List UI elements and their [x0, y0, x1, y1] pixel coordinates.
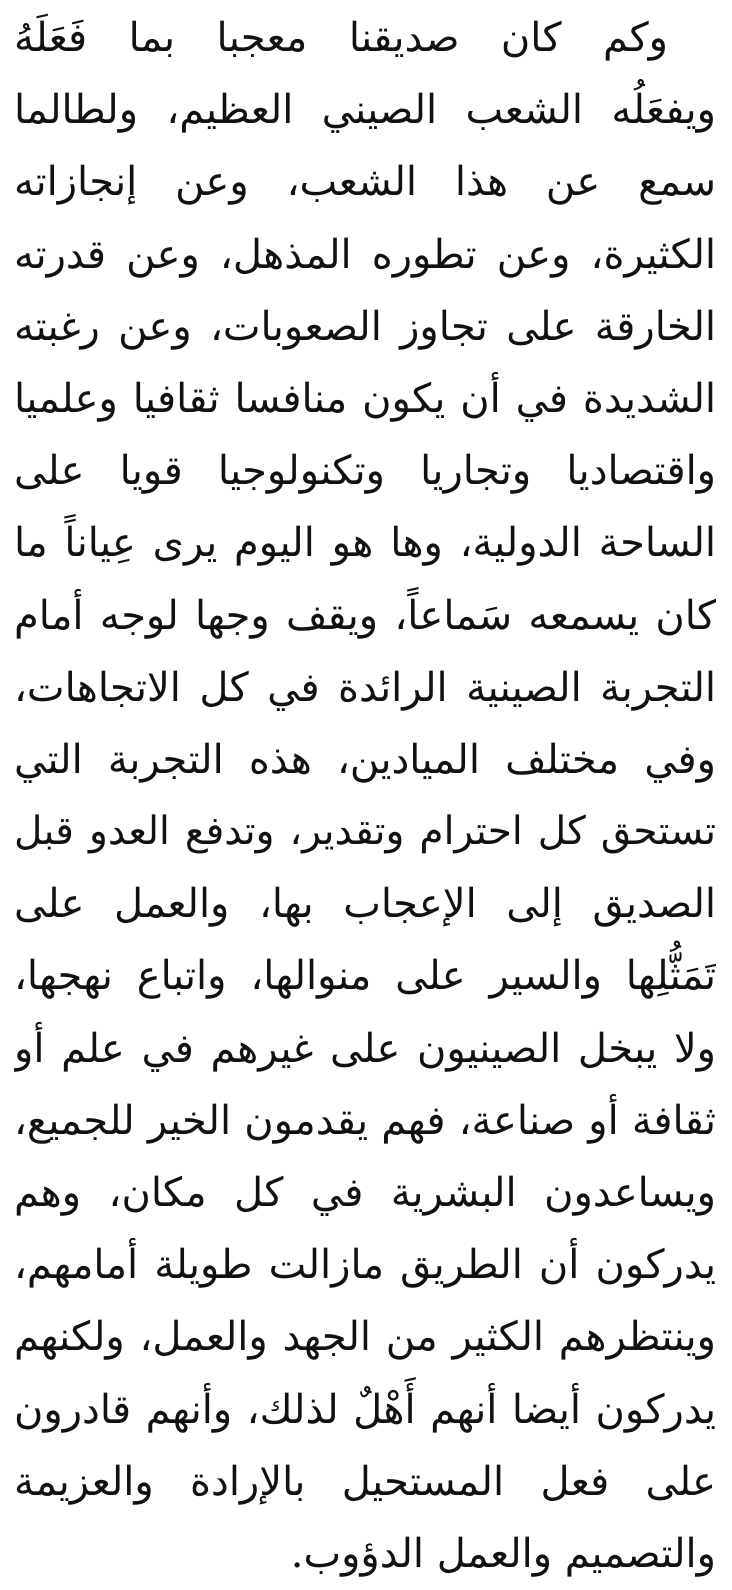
text-line: يدركون أن الطريق مازالت طويلة أمامهم، [14, 1242, 716, 1289]
text-line: وفي مختلف الميادين، هذه التجربة التي [14, 736, 716, 783]
text-line: الساحة الدولية، وها هو اليوم يرى عِياناً ما [14, 520, 716, 567]
text-line: كان يسمعه سَماعاً، ويقف وجها لوجه أمام [14, 592, 716, 639]
text-line: التجربة الصينية الرائدة في كل الاتجاهات، [14, 664, 716, 711]
text-line: الخارقة على تجاوز الصعوبات، وعن رغبته [14, 303, 716, 350]
arabic-paragraph [14, 2, 716, 1590]
text-line: سمع عن هذا الشعب، وعن إنجازاته [14, 159, 716, 206]
text-line: وينتظرهم الكثير من الجهد والعمل، ولكنهم [14, 1314, 716, 1361]
text-line: ويساعدون البشرية في كل مكان، وهم [14, 1170, 716, 1216]
text-line: الكثيرة، وعن تطوره المذهل، وعن قدرته [14, 231, 716, 278]
text-line: تَمَثُّلِها والسير على منوالها، واتباع نهجها، [14, 953, 716, 1000]
text-line: الصديق إلى الإعجاب بها، والعمل على [14, 881, 716, 928]
text-line: وكم كان صديقنا معجبا بما فَعَلَهُ [14, 15, 668, 61]
text-line: تستحق كل احترام وتقدير، وتدفع العدو قبل [14, 809, 716, 855]
text-line: ويفعَلُه الشعب الصيني العظيم، ولطالما [14, 87, 716, 134]
text-line: يدركون أيضا أنهم أَهْلٌ لذلك، وأنهم قادرون [14, 1386, 716, 1433]
text-line: ثقافة أو صناعة، فهم يقدمون الخير للجميع، [14, 1097, 716, 1144]
text-line: واقتصاديا وتجاريا وتكنولوجيا قويا على [14, 448, 716, 495]
text-line: الشديدة في أن يكون منافسا ثقافيا وعلميا [14, 375, 716, 422]
text-line: ولا يبخل الصينيون على غيرهم في علم أو [14, 1025, 716, 1072]
text-line: والتصميم والعمل الدؤوب. [290, 1530, 716, 1577]
text-line: على فعل المستحيل بالإرادة والعزيمة [14, 1458, 716, 1505]
